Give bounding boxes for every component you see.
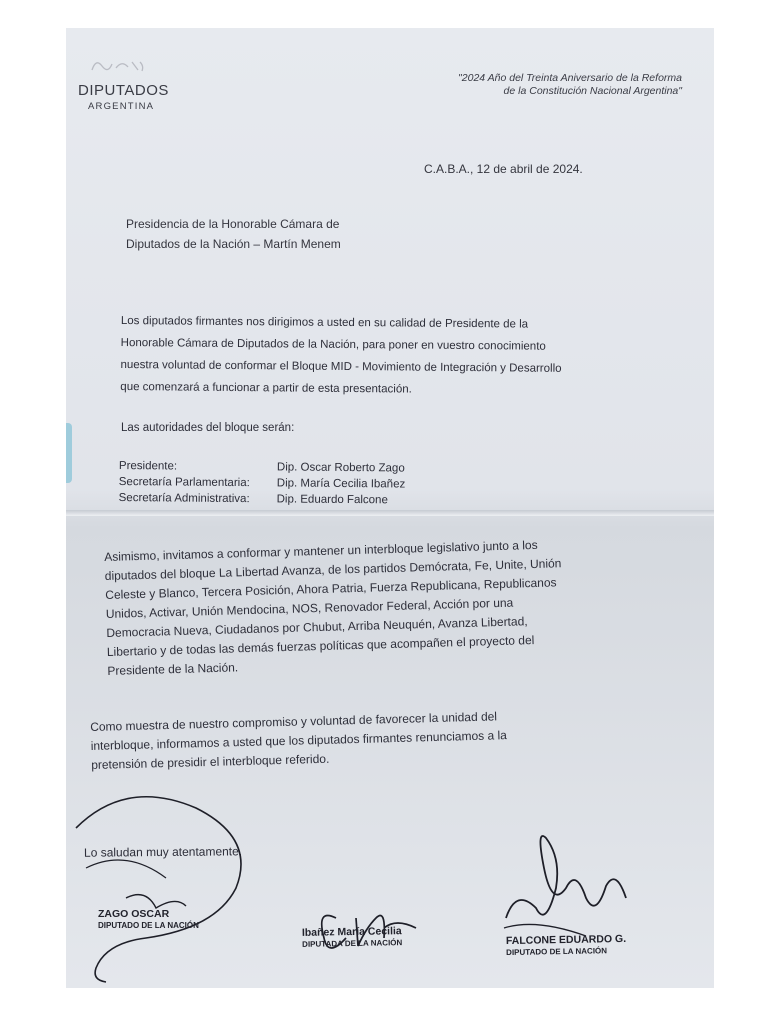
stamp-title: DIPUTADO DE LA NACIÓN xyxy=(98,921,199,930)
stamp-name: FALCONE EDUARDO G. xyxy=(505,932,627,948)
paragraph-line: Unidos, Activar, Unión Mendocina, NOS, Renovador Federal, Acción por una xyxy=(105,595,514,621)
closing-line: Lo saludan muy atentamente, xyxy=(83,844,243,860)
interbloque-paragraph xyxy=(104,535,564,681)
authority-row xyxy=(119,490,406,508)
paragraph-line: Democracia Nueva, Ciudadanos por Chubut, Arriba Neuquén, Avanza Libertad, xyxy=(106,614,528,640)
paragraph-line: Asimismo, invitamos a conformar y mantener un interbloque legislativo junto a los xyxy=(104,537,538,564)
header-motto xyxy=(382,72,682,98)
authority-name: Dip. Oscar Roberto Zago xyxy=(276,461,405,475)
authorities-lead: Las autoridades del bloque serán: xyxy=(121,422,295,434)
paragraph-line: Presidente de la Nación. xyxy=(107,660,239,678)
addressee-block xyxy=(126,214,341,254)
paragraph-line: interbloque, informamos a usted que los diputados firmantes renunciamos a la xyxy=(90,728,508,753)
logo-title: DIPUTADOS xyxy=(78,82,169,99)
stamp-name: Ibañez María Cecilia xyxy=(301,925,402,939)
addressee-line: Presidencia de la Honorable Cámara de xyxy=(126,217,340,231)
signature-stamp xyxy=(302,925,403,949)
authority-role: Secretaría Administrativa: xyxy=(118,491,250,506)
paragraph-line: pretensión de presidir el interbloque referido. xyxy=(91,751,330,772)
stamp-title: DIPUTADA DE LA NACIÓN xyxy=(302,938,403,949)
addressee-line: Diputados de la Nación – Martín Menem xyxy=(126,237,341,251)
logo-subtitle: ARGENTINA xyxy=(88,101,155,112)
signature-falcone xyxy=(506,836,626,918)
stamp-name: ZAGO OSCAR xyxy=(98,908,170,920)
authority-role: Secretaría Parlamentaria: xyxy=(118,475,250,490)
stamp-title: DIPUTADO DE LA NACIÓN xyxy=(506,946,608,958)
motto-line: "2024 Año del Treinta Aniversario de la Reforma xyxy=(458,72,682,84)
signature-zago xyxy=(76,797,241,982)
letter-date: C.A.B.A., 12 de abril de 2024. xyxy=(424,162,583,176)
authority-name: Dip. María Cecilia Ibañez xyxy=(276,477,406,491)
letter-page xyxy=(66,28,714,988)
document-photo xyxy=(66,28,714,988)
authority-role: Presidente: xyxy=(118,459,178,473)
background-edge xyxy=(66,423,72,483)
paragraph-line: diputados del bloque La Libertad Avanza, de los partidos Demócrata, Fe, Unite, Unión xyxy=(104,556,562,583)
authority-name: Dip. Eduardo Falcone xyxy=(276,493,388,507)
paragraph-line: que comenzará a funcionar a partir de esta presentación. xyxy=(120,380,412,396)
diputados-logo-icon xyxy=(88,56,148,74)
paragraph-line: Libertario y de todas las demás fuerzas políticas que acompañen el proyecto del xyxy=(106,633,535,659)
commitment-paragraph xyxy=(90,707,508,775)
paragraph-line: Honorable Cámara de Diputados de la Nación, para poner en vuestro conocimiento xyxy=(120,336,546,353)
paragraph-line: Los diputados firmantes nos dirigimos a usted en su calidad de Presidente de la xyxy=(120,314,529,331)
paragraph-line: nuestra voluntad de conformar el Bloque MID - Movimiento de Integración y Desarrollo xyxy=(120,358,562,375)
paragraph-line: Como muestra de nuestro compromiso y voluntad de favorecer la unidad del xyxy=(90,709,498,734)
paragraph-line: Celeste y Blanco, Tercera Posición, Ahora Patria, Fuerza Republicana, Republicanos xyxy=(105,575,557,602)
paper-fold xyxy=(66,510,714,516)
signature-stamp xyxy=(506,933,627,957)
authorities-list xyxy=(119,458,406,508)
signature-stamp xyxy=(98,908,199,930)
motto-line: de la Constitución Nacional Argentina" xyxy=(503,85,682,97)
intro-paragraph xyxy=(120,310,621,402)
